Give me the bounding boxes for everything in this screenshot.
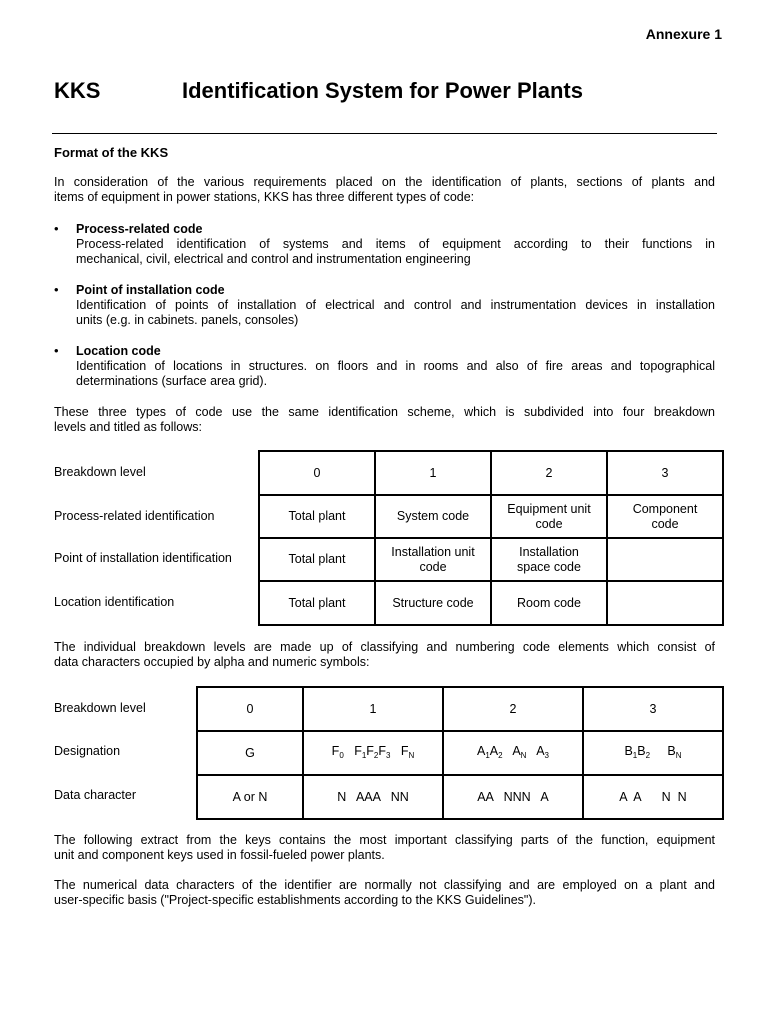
cell-text: A <box>477 743 486 758</box>
table-cell <box>259 581 375 625</box>
table-row <box>259 495 723 538</box>
table-cell <box>375 451 491 495</box>
paragraph-line: The individual breakdown levels are made up of classifying and numbering code elements which consist of <box>54 640 715 654</box>
subscript: 0 <box>339 750 344 760</box>
cell-text: Total plant <box>288 509 346 523</box>
bullet-text-location <box>76 359 715 389</box>
table-cell <box>443 775 583 819</box>
cell-text: A or N <box>232 789 268 804</box>
title-code: KKS <box>54 78 101 103</box>
cell-text: code <box>535 516 563 531</box>
levels-paragraph <box>54 405 715 435</box>
bullet-title-process: Process-related code <box>76 222 203 236</box>
cell-text: A <box>489 743 499 758</box>
table-cell <box>607 451 723 495</box>
bullet-title-location: Location code <box>76 344 161 358</box>
table2-row-label: Designation <box>54 744 121 758</box>
cell-text: F <box>366 743 374 758</box>
cell-text: code <box>419 559 447 574</box>
table-row <box>197 775 723 819</box>
cell-text: space code <box>517 559 581 574</box>
table-cell <box>491 451 607 495</box>
paragraph-line: items of equipment in power stations, KKS has three different types of code: <box>54 190 475 204</box>
cell-text: 2 <box>545 465 553 480</box>
cell-text: A <box>512 743 521 758</box>
intro-paragraph <box>54 175 715 205</box>
table-row <box>197 687 723 731</box>
table1-row-label: Process-related identification <box>54 509 215 523</box>
cell-text: B <box>667 743 676 758</box>
cell-text: F <box>400 743 409 758</box>
cell-text: A <box>536 743 545 758</box>
table1-row-label: Breakdown level <box>54 465 146 479</box>
table-cell <box>491 581 607 625</box>
cell-text: 0 <box>313 465 321 480</box>
paragraph-line: data characters occupied by alpha and numeric symbols: <box>54 655 370 669</box>
table-cell <box>303 731 443 775</box>
table-row <box>259 581 723 625</box>
table-cell <box>303 775 443 819</box>
bullet-text-installation <box>76 298 715 328</box>
table-cell <box>491 495 607 538</box>
table-cell <box>375 538 491 581</box>
extract-paragraph <box>54 833 715 863</box>
subscript: 1 <box>632 750 638 760</box>
cell-text: 0 <box>246 701 254 716</box>
cell-text: B <box>624 743 633 758</box>
cell-text: F <box>378 743 387 758</box>
paragraph-line: mechanical, civil, electrical and control and instrumentation engineering <box>76 252 471 266</box>
paragraph-line: unit and component keys used in fossil-fueled power plants. <box>54 848 385 862</box>
subscript: 2 <box>645 750 651 760</box>
table-cell <box>583 687 723 731</box>
elements-paragraph <box>54 640 715 670</box>
subscript: N <box>520 750 527 760</box>
table-cell <box>303 687 443 731</box>
paragraph-line: levels and titled as follows: <box>54 420 202 434</box>
subscript: 3 <box>386 750 391 760</box>
table-cell <box>607 538 723 581</box>
cell-text: A A N N <box>619 789 687 804</box>
table2-row-label: Breakdown level <box>54 701 146 715</box>
page-title: Identification System for Power Plants <box>182 78 583 103</box>
cell-text: B <box>637 743 646 758</box>
cell-text: F <box>354 743 362 758</box>
bullet-symbol: • <box>54 343 59 358</box>
table-cell <box>259 538 375 581</box>
table-cell <box>197 775 303 819</box>
table2-row-label: Data character <box>54 788 136 802</box>
table-cell <box>583 731 723 775</box>
table-cell <box>259 451 375 495</box>
table-cell <box>197 731 303 775</box>
paragraph-line: Process-related identification of systems and items of equipment according to their functions in <box>76 237 715 251</box>
paragraph-line: user-specific basis ("Project-specific establishments according to the KKS Guidelines"). <box>54 893 536 907</box>
table-cell <box>375 581 491 625</box>
table-cell <box>607 495 723 538</box>
cell-text: G <box>245 745 255 760</box>
cell-text: F <box>331 743 340 758</box>
cell-text: code <box>651 516 679 531</box>
table-cell <box>583 775 723 819</box>
subscript: 2 <box>373 750 379 760</box>
section-heading: Format of the KKS <box>54 145 169 160</box>
cell-text: Structure code <box>392 595 474 610</box>
paragraph-line: determinations (surface area grid). <box>76 374 268 388</box>
cell-text: System code <box>396 509 470 523</box>
subscript: 2 <box>498 750 503 760</box>
bullet-symbol: • <box>54 221 59 236</box>
table1-row-label: Point of installation identification <box>54 551 232 565</box>
bullet-title-installation: Point of installation code <box>76 283 225 297</box>
subscript: N <box>675 750 682 760</box>
table-cell <box>259 495 375 538</box>
subscript: 3 <box>544 750 549 760</box>
paragraph-line: The numerical data characters of the identifier are normally not classifying and are employed on a plant and <box>54 878 715 892</box>
table-cell <box>443 731 583 775</box>
cell-text: 1 <box>429 465 437 480</box>
paragraph-line: units (e.g. in cabinets. panels, consoles) <box>76 313 299 327</box>
table-cell <box>491 538 607 581</box>
paragraph-line: Identification of points of installation of electrical and control and instrumentation devices in installation <box>76 298 715 312</box>
cell-text: Installation unit <box>391 544 475 559</box>
subscript: 1 <box>485 750 490 760</box>
cell-text: Total plant <box>288 595 346 610</box>
cell-text: N AAA NN <box>337 789 409 804</box>
cell-text: 3 <box>649 701 657 716</box>
cell-text: 1 <box>369 701 377 716</box>
table-cell <box>443 687 583 731</box>
numerical-paragraph <box>54 878 715 908</box>
paragraph-line: The following extract from the keys contains the most important classifying parts of the function, equipment <box>54 833 715 847</box>
data-characters-table <box>196 686 724 820</box>
cell-text: Installation <box>519 544 579 559</box>
table-cell <box>375 495 491 538</box>
table-row <box>259 451 723 495</box>
cell-text: Component <box>632 501 698 516</box>
bullet-text-process <box>76 237 715 267</box>
title-divider <box>52 133 717 134</box>
cell-text: AA NNN A <box>477 789 549 804</box>
subscript: 1 <box>361 750 367 760</box>
subscript: N <box>408 750 415 760</box>
cell-text: 2 <box>509 701 517 716</box>
paragraph-line: Identification of locations in structures. on floors and in rooms and also of fire areas and topographical <box>76 359 715 373</box>
table1-row-label: Location identification <box>54 595 175 609</box>
cell-text: Equipment unit <box>507 501 591 516</box>
cell-text: Total plant <box>288 552 346 566</box>
table-cell <box>197 687 303 731</box>
paragraph-line: These three types of code use the same identification scheme, which is subdivided into four breakdown <box>54 405 715 419</box>
breakdown-levels-table <box>258 450 724 626</box>
table-row <box>259 538 723 581</box>
table-row <box>197 731 723 775</box>
annexure-label: Annexure 1 <box>645 26 722 42</box>
paragraph-line: In consideration of the various requirements placed on the identification of plants, sections of plants and <box>54 175 715 189</box>
cell-text: Room code <box>517 595 581 610</box>
cell-text: 3 <box>661 465 669 480</box>
bullet-symbol: • <box>54 282 59 297</box>
table-cell <box>607 581 723 625</box>
